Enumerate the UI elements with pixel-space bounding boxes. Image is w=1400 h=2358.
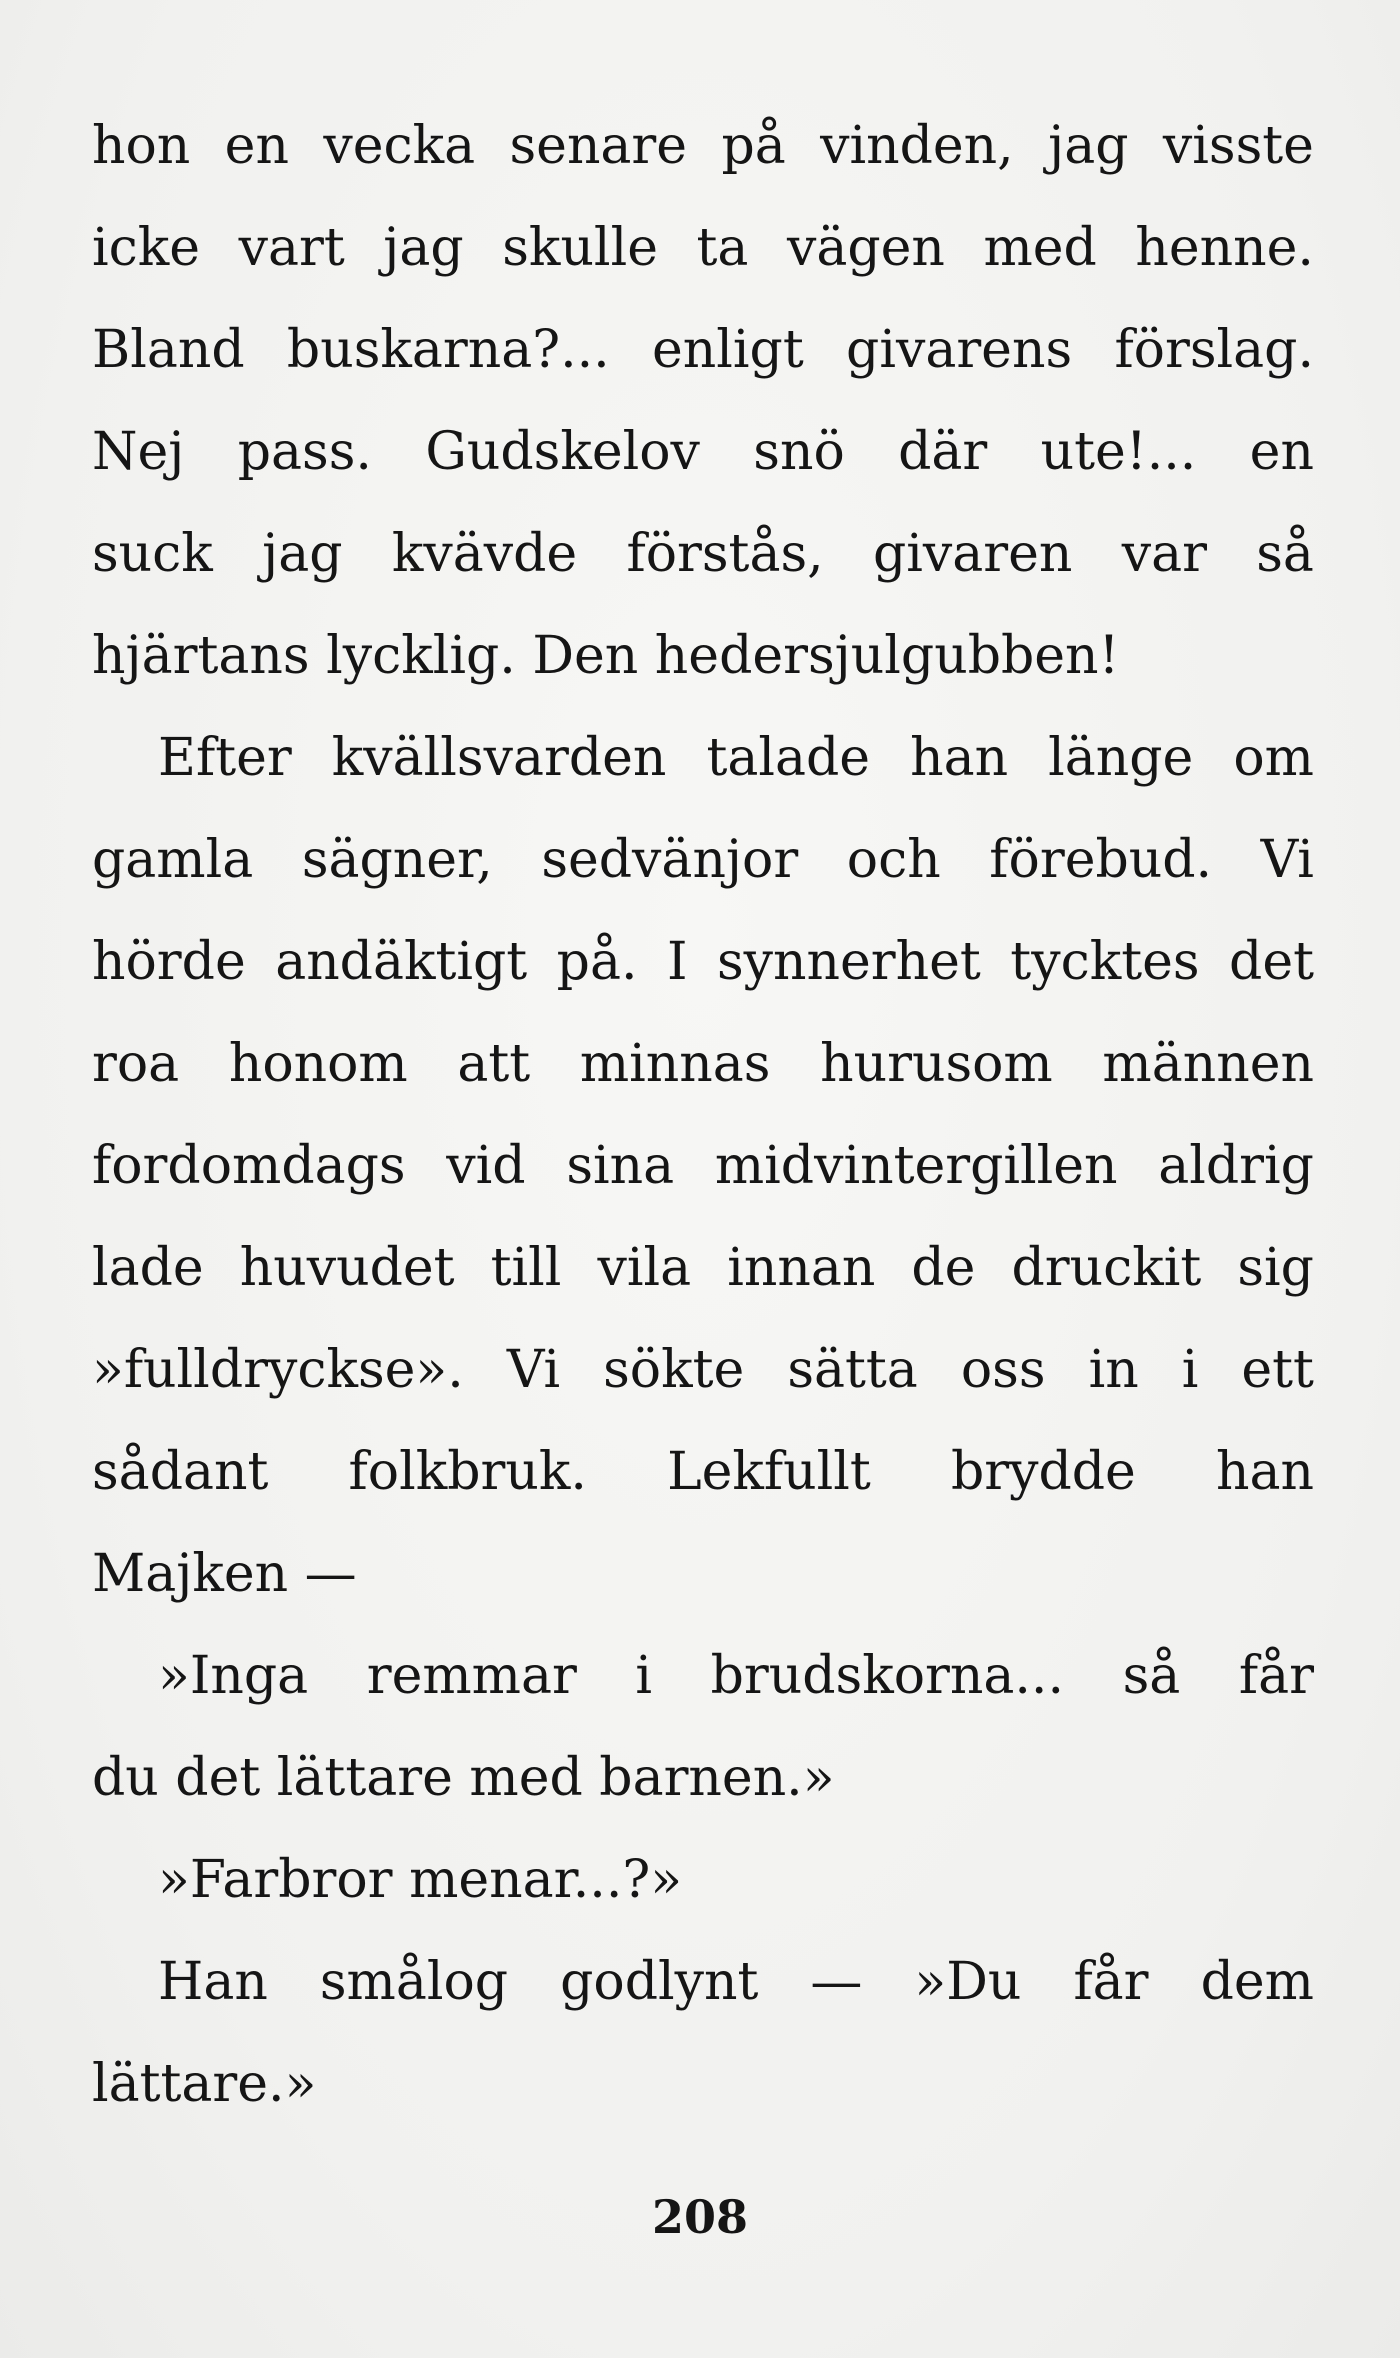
word: vecka	[323, 116, 476, 176]
word: det	[1229, 932, 1314, 992]
word: remmar	[366, 1646, 577, 1706]
word: jag	[262, 524, 343, 584]
word: sedvänjor	[541, 830, 799, 890]
word: »Inga	[158, 1646, 309, 1706]
word: enligt	[652, 320, 804, 380]
word: en	[1249, 422, 1314, 482]
word: suck	[92, 524, 213, 584]
word: lade	[92, 1238, 204, 1298]
word: roa	[92, 1034, 180, 1094]
word: talade	[706, 728, 871, 788]
word: »fulldryckse».	[92, 1340, 464, 1400]
word: Gudskelov	[425, 422, 700, 482]
word: »Du	[914, 1952, 1022, 2012]
word: kvävde	[391, 524, 578, 584]
word: förebud.	[989, 830, 1213, 890]
text-line	[92, 926, 1314, 1028]
word: hon	[92, 116, 191, 176]
word: huvudet	[239, 1238, 455, 1298]
text-line	[92, 416, 1314, 518]
word: männen	[1102, 1034, 1314, 1094]
word: senare	[509, 116, 688, 176]
word: en	[224, 116, 289, 176]
word: på	[721, 116, 786, 176]
word: sätta	[787, 1340, 918, 1400]
text-line	[92, 1028, 1314, 1130]
text-line: »Farbror menar...?»	[158, 1850, 683, 1910]
word: Bland	[92, 320, 245, 380]
word: snö	[753, 422, 845, 482]
text-line	[92, 1946, 1314, 2048]
word: skulle	[502, 218, 658, 278]
word: synnerhet	[716, 932, 981, 992]
word: att	[457, 1034, 531, 1094]
word: med	[983, 218, 1097, 278]
word: sig	[1237, 1238, 1314, 1298]
word: sökte	[603, 1340, 745, 1400]
word: han	[1215, 1442, 1314, 1502]
word: vinden,	[820, 116, 1014, 176]
word: Vi	[506, 1340, 561, 1400]
word: aldrig	[1158, 1136, 1314, 1196]
word: får	[1073, 1952, 1149, 2012]
word: icke	[92, 218, 201, 278]
word: kvällsvarden	[331, 728, 667, 788]
page-number: 208	[651, 2190, 749, 2244]
text-line	[92, 1436, 1314, 1538]
word: Han	[158, 1952, 268, 2012]
word: oss	[960, 1340, 1046, 1400]
word: sägner,	[301, 830, 493, 890]
word: jag	[383, 218, 464, 278]
word: de	[911, 1238, 976, 1298]
word: sina	[566, 1136, 675, 1196]
word: förslag.	[1114, 320, 1314, 380]
word: givaren	[872, 524, 1073, 584]
word: honom	[228, 1034, 408, 1094]
text-line	[92, 212, 1314, 314]
word: sådant	[92, 1442, 269, 1502]
word: ute!...	[1040, 422, 1197, 482]
text-line	[92, 1334, 1314, 1436]
word: länge	[1048, 728, 1194, 788]
word: hurusom	[820, 1034, 1053, 1094]
word: Nej	[92, 422, 185, 482]
word: i	[635, 1646, 653, 1706]
text-line: Majken —	[92, 1544, 357, 1604]
word: —	[810, 1952, 863, 2012]
word: henne.	[1135, 218, 1314, 278]
word: ta	[696, 218, 749, 278]
word: så	[1256, 524, 1314, 584]
word: buskarna?...	[286, 320, 610, 380]
word: brudskorna...	[710, 1646, 1064, 1706]
word: han	[910, 728, 1009, 788]
word: var	[1121, 524, 1207, 584]
text-line: du det lättare med barnen.»	[92, 1748, 835, 1808]
word: fordomdags	[92, 1136, 406, 1196]
text-line	[92, 1232, 1314, 1334]
text-line	[92, 1640, 1314, 1742]
text-line	[92, 722, 1314, 824]
text-line	[92, 1130, 1314, 1232]
word: på.	[556, 932, 638, 992]
word: pass.	[237, 422, 372, 482]
word: tycktes	[1010, 932, 1200, 992]
word: jag	[1048, 116, 1129, 176]
word: smålog	[319, 1952, 509, 2012]
word: där	[898, 422, 988, 482]
word: midvintergillen	[714, 1136, 1118, 1196]
word: vila	[597, 1238, 692, 1298]
word: om	[1233, 728, 1314, 788]
word: folkbruk.	[348, 1442, 587, 1502]
word: innan	[727, 1238, 876, 1298]
text-line: hjärtans lycklig. Den hedersjulgubben!	[92, 626, 1120, 686]
text-line	[92, 518, 1314, 620]
word: godlynt	[560, 1952, 759, 2012]
word: ett	[1241, 1340, 1314, 1400]
word: givarens	[846, 320, 1073, 380]
word: Lekfullt	[667, 1442, 871, 1502]
word: brydde	[950, 1442, 1136, 1502]
word: får	[1238, 1646, 1314, 1706]
word: i	[1181, 1340, 1199, 1400]
word: Vi	[1260, 830, 1314, 890]
text-line	[92, 314, 1314, 416]
word: och	[846, 830, 941, 890]
word: visste	[1162, 116, 1314, 176]
text-line	[92, 824, 1314, 926]
text-line	[92, 110, 1314, 212]
word: vägen	[786, 218, 945, 278]
word: till	[490, 1238, 562, 1298]
word: så	[1122, 1646, 1181, 1706]
word: I	[666, 932, 688, 992]
word: andäktigt	[275, 932, 528, 992]
page-text	[92, 110, 1314, 2150]
word: druckit	[1011, 1238, 1202, 1298]
word: minnas	[579, 1034, 771, 1094]
word: förstås,	[626, 524, 824, 584]
word: gamla	[92, 830, 254, 890]
word: vid	[446, 1136, 526, 1196]
word: Efter	[158, 728, 292, 788]
word: hörde	[92, 932, 246, 992]
text-line: lättare.»	[92, 2054, 317, 2114]
word: vart	[238, 218, 345, 278]
word: dem	[1200, 1952, 1314, 2012]
word: in	[1088, 1340, 1139, 1400]
